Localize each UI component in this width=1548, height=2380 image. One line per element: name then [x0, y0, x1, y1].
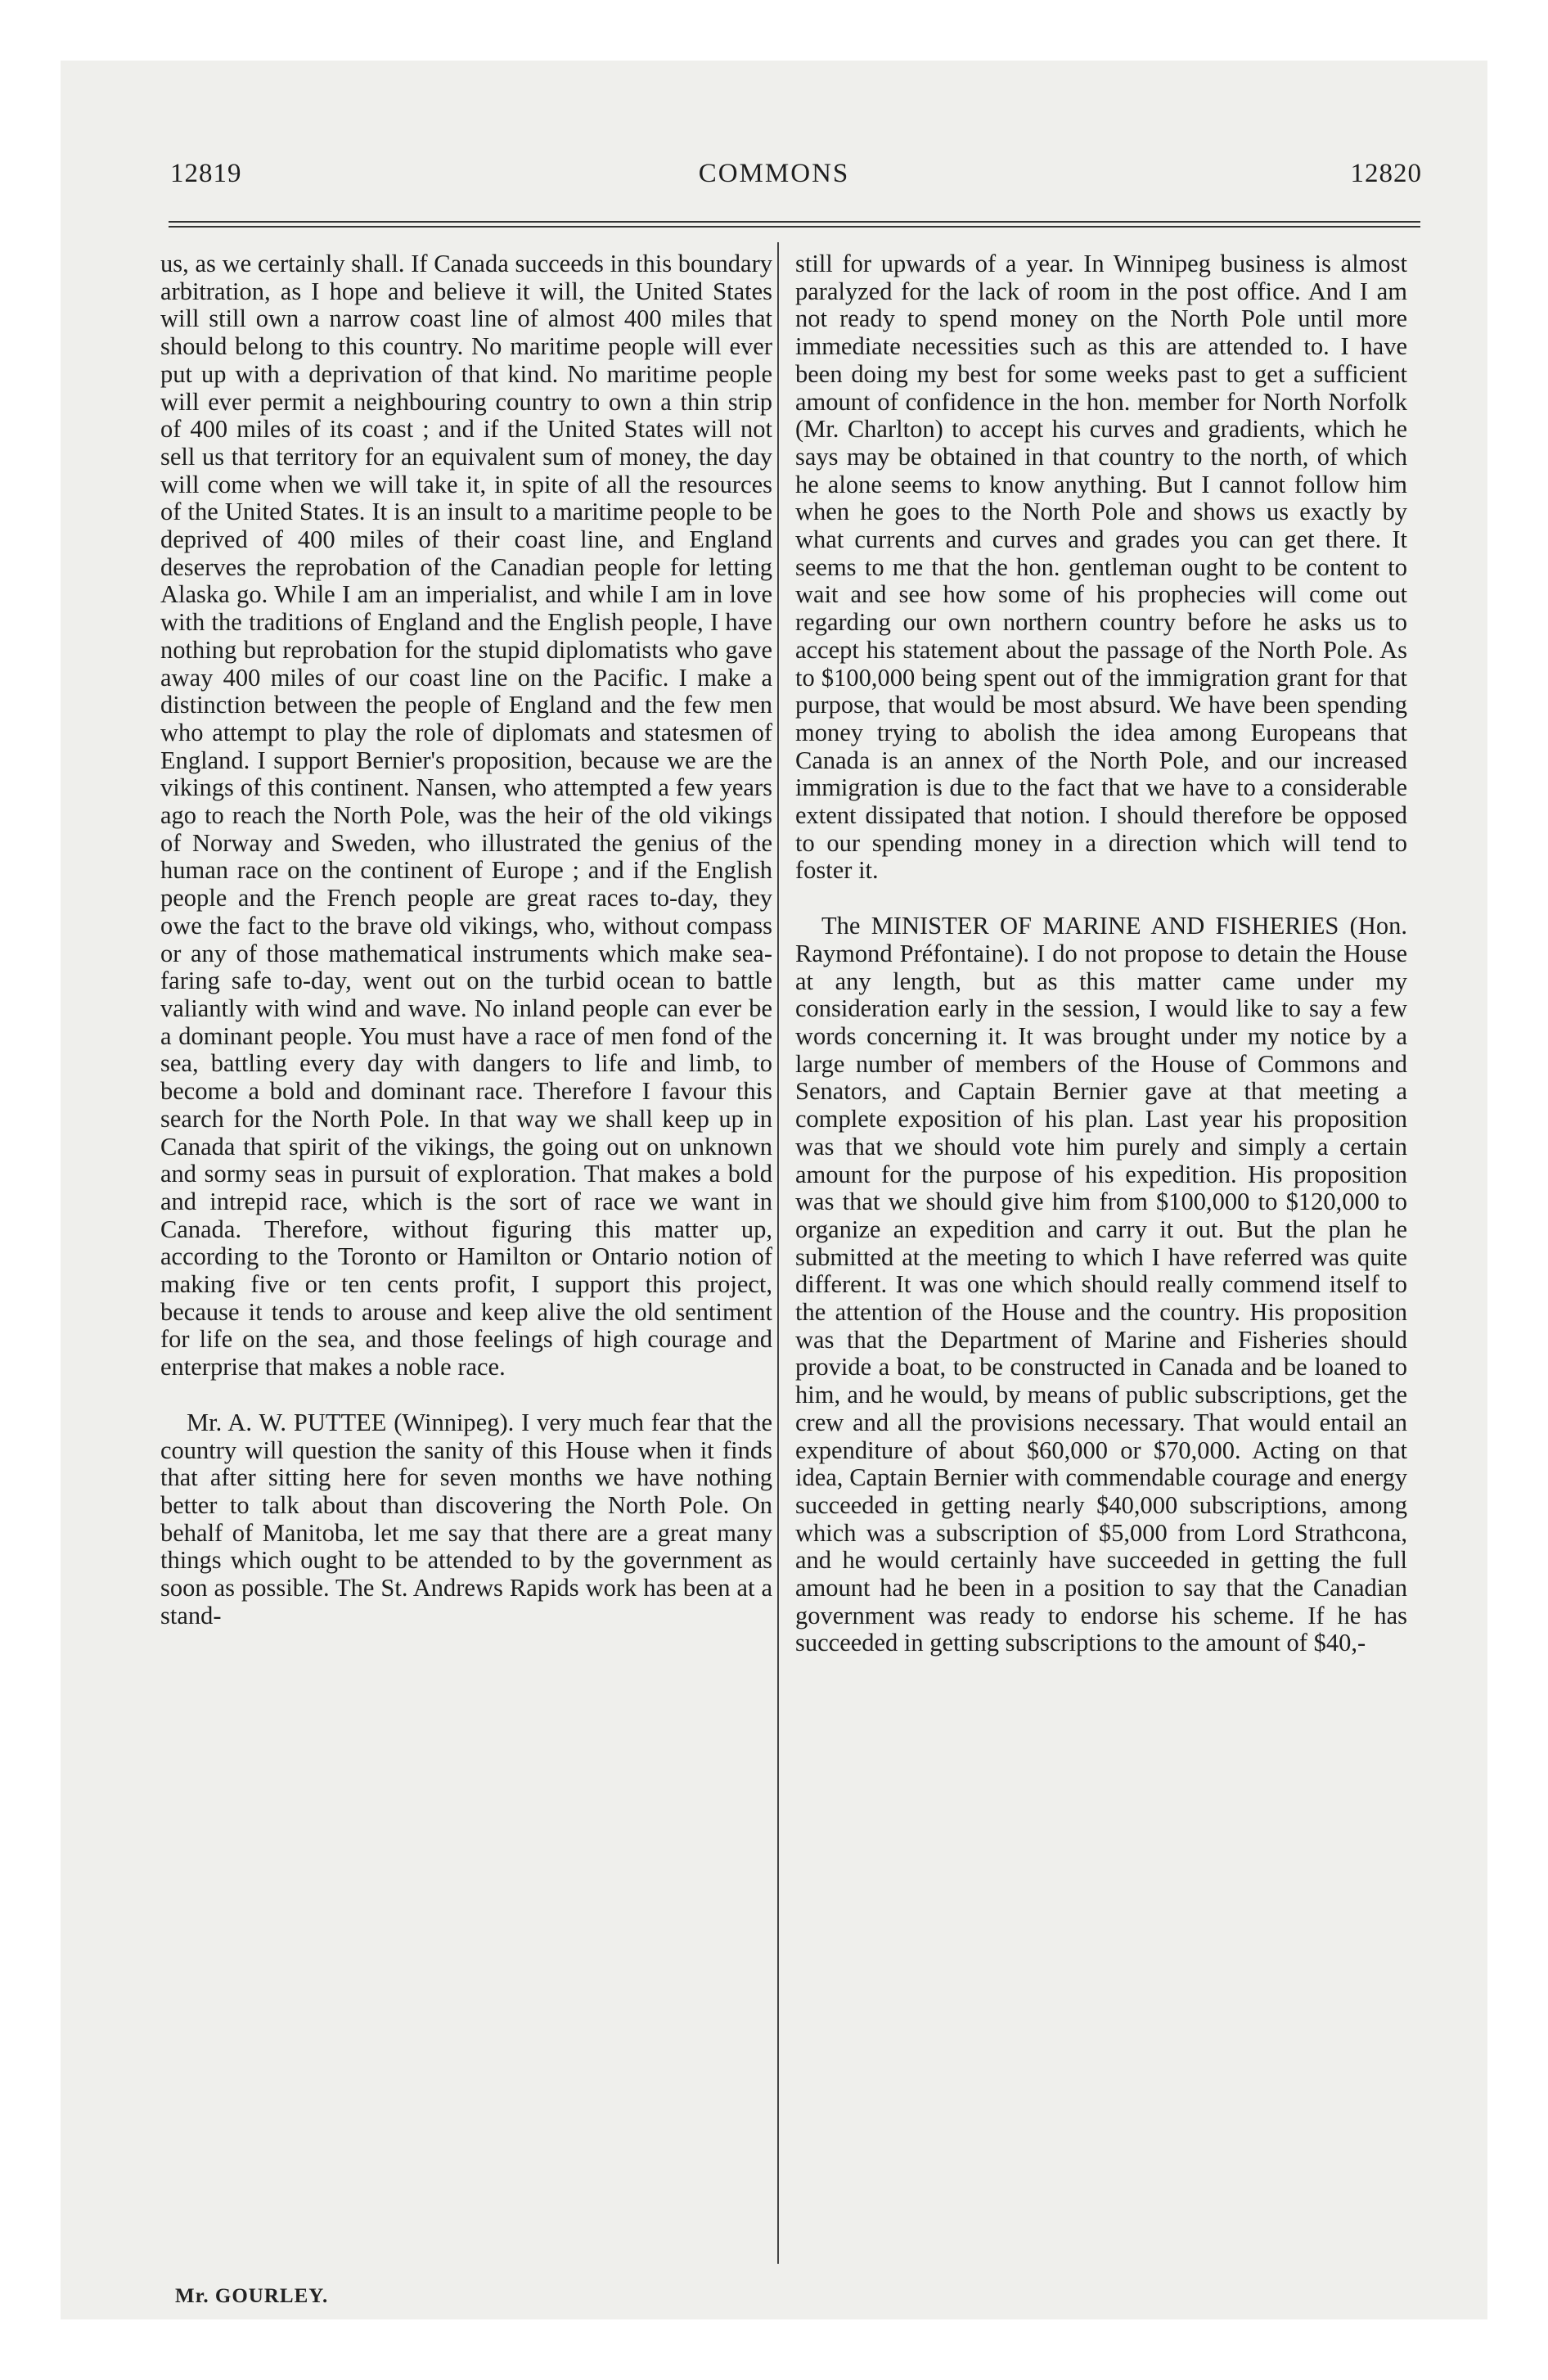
- page-number-left: 12819: [170, 159, 242, 188]
- right-paragraph-2: The MINISTER OF MARINE AND FISHERIES (Hon. Raymond Préfontaine). I do not propose to detain the House at any length, but as this matter came under my consideration early in the session, I would like to say a few words concerning it. It was brought under my notice by a large number of members of the House of Commons and Senators, and Captain Bernier gave at that meeting a complete exposition of his plan. Last year his proposition was that we should vote him purely and simply a certain amount for the purpose of his expedition. His proposition was that we should give him from $100,000 to $120,000 to organize an expedition and carry it out. But the plan he submitted at the meeting to which I have referred was quite different. It was one which should really commend itself to the attention of the House and the country. His proposition was that the Department of Marine and Fisheries should provide a boat, to be constructed in Canada and be loaned to him, and he would, by means of public subscriptions, get the crew and all the provisions necessary. That would entail an expenditure of about $60,000 or $70,000. Acting on that idea, Captain Bernier with commendable courage and energy succeeded in getting nearly $40,000 subscriptions, among which was a subscription of $5,000 from Lord Strathcona, and he would certainly have succeeded in getting the full amount had he been in a position to say that the Canadian government was ready to endorse his scheme. If he has succeeded in getting subscriptions to the amount of $40,-: [795, 912, 1407, 1657]
- column-divider: [777, 242, 779, 2264]
- right-paragraph-1: still for upwards of a year. In Winnipeg business is almost paralyzed for the lack of room in the post office. And I am not ready to spend money on the North Pole until more immediate necessities such as this are attended to. I have been doing my best for some weeks past to get a sufficient amount of confidence in the hon. member for North Norfolk (Mr. Charlton) to accept his curves and gradients, which he says may be obtained in that country to the north, of which he alone seems to know anything. But I cannot follow him when he goes to the North Pole and shows us exactly by what currents and curves and grades you can get there. It seems to me that the hon. gentleman ought to be content to wait and see how some of his prophecies will come out regarding our own northern country before he asks us to accept his statement about the passage of the North Pole. As to $100,000 being spent out of the immigration grant for that purpose, that would be most absurd. We have been spending money trying to abolish the idea among Europeans that Canada is an annex of the North Pole, and our increased immigration is due to the fact that we have to a considerable extent dissipated that notion. I should therefore be opposed to our spending money in a direction which will tend to foster it.: [795, 250, 1407, 885]
- header-rule: [169, 221, 1420, 228]
- page-title: COMMONS: [698, 159, 850, 188]
- running-footer: Mr. GOURLEY.: [175, 2285, 329, 2307]
- left-paragraph-1: us, as we certainly shall. If Canada succeeds in this boundary arbitration, as I hope and believe it will, the United States will still own a narrow coast line of almost 400 miles that should belong to this country. No maritime people will ever put up with a deprivation of that kind. No maritime people will ever permit a neighbouring country to own a thin strip of 400 miles of its coast ; and if the United States will not sell us that territory for an equivalent sum of money, the day will come when we will take it, in spite of all the resources of the United States. It is an insult to a maritime people to be deprived of 400 miles of their coast line, and England deserves the reprobation of the Canadian people for letting Alaska go. While I am an imperialist, and while I am in love with the traditions of England and the English people, I have nothing but reprobation for the stupid diplomatists who gave away 400 miles of our coast line on the Pacific. I make a distinction between the people of England and the few men who attempt to play the role of diplomats and statesmen of England. I support Bernier's proposition, because we are the vikings of this continent. Nansen, who attempted a few years ago to reach the North Pole, was the heir of the old vikings of Norway and Sweden, who illustrated the genius of the human race on the continent of Europe ; and if the English people and the French people are great races to-day, they owe the fact to the brave old vikings, who, without compass or any of those mathematical instruments which make sea-faring safe to-day, went out on the turbid ocean to battle valiantly with wind and wave. No inland people can ever be a dominant people. You must have a race of men fond of the sea, battling every day with dangers to life and limb, to become a bold and dominant race. Therefore I favour this search for the North Pole. In that way we shall keep up in Canada that spirit of the vikings, the going out on unknown and sormy seas in pursuit of exploration. That makes a bold and intrepid race, which is the sort of race we want in Canada. Therefore, without figuring this matter up, according to the Toronto or Hamilton or Ontario notion of making five or ten cents profit, I support this project, because it tends to arouse and keep alive the old sentiment for life on the sea, and those feelings of high courage and enterprise that makes a noble race.: [160, 250, 772, 1382]
- page-header: [61, 61, 1487, 232]
- left-paragraph-2: Mr. A. W. PUTTEE (Winnipeg). I very much fear that the country will question the sanity of this House when it finds that after sitting here for seven months we have nothing better to talk about than discovering the North Pole. On behalf of Manitoba, let me say that there are a great many things which ought to be attended to by the government as soon as possible. The St. Andrews Rapids work has been at a stand-: [160, 1408, 772, 1629]
- page-scan: [61, 61, 1487, 2319]
- page-number-right: 12820: [1350, 159, 1422, 188]
- right-column: [795, 250, 1407, 1657]
- left-column: [160, 250, 772, 1629]
